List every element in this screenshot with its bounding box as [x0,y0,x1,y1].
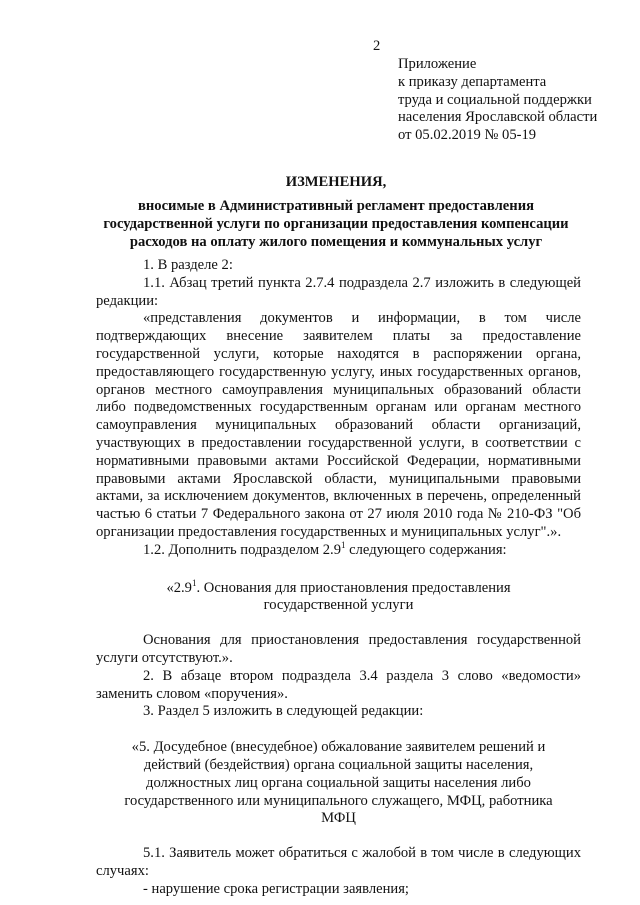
appendix-line: населения Ярославской области [398,109,598,126]
paragraph: 2. В абзаце втором подраздела 3.4 раздела 3 слово «ведомости» заменить словом «поручения». [96,667,581,702]
document-title [96,173,576,251]
paragraph: 5.1. Заявитель может обратиться с жалобой в том числе в следующих случаях: [96,845,581,879]
spacer [96,828,581,845]
appendix-block [398,56,597,145]
list-item: - нарушение срока регистрации заявления; [143,880,409,897]
spacer [96,615,581,632]
paragraph: «представления документов и информации, в том числе подтверждающих внесение заявителем платы за предоставление государственной услуги, которые находятся в распоряжении органа, предоставляющего государственную услугу, иных государственных органов, органов местного самоуправления муниципальных образований области либо подведомственных государственным органам или органам местного самоуправления муниципальных образований области организаций, участвующих в предоставлении государственной услуги, в соответствии с нормативными правовыми актами Российской Федерации, нормативными правовыми актами Ярославской области, муниципальными правовыми актами, за исключением документов, включенных в перечень, определенный частью 6 статьи 7 Федерального закона от 27 июля 2010 года № 210-ФЗ "Об организации предоставления государственных и муниципальных услуг".». [96,310,581,540]
section-heading-5: «5. Досудебное (внесудебное) обжалование заявителем решений и действий (бездействия) органа социальной защиты населения, должностных лиц органа социальной защиты населения либо государственного или муниципального служащего, МФЦ, работника МФЦ [124,739,553,827]
page-number: 2 [373,38,381,54]
paragraph-text: 1.2. Дополнить подразделом 2.9 [143,541,342,558]
section-heading-2-9: «$2.9^1$. Основания для приостановления предоставления государственной услуги [166,577,511,614]
title-heading: ИЗМЕНЕНИЯ, [285,174,387,190]
appendix-line: Приложение [398,56,477,72]
paragraph: 3. Раздел 5 изложить в следующей редакции: [143,703,424,720]
paragraph-text: следующего содержания: [345,541,507,558]
appendix-line: от 05.02.2019 № 05-19 [398,127,537,144]
paragraph: 1. В разделе 2: [143,257,233,273]
document-body [96,257,581,899]
paragraph [96,539,581,560]
title-subtitle: вносимые в Административный регламент предоставления государственной услуги по организации предоставления компенсации расходов на оплату жилого помещения и коммунальных услуг [103,198,569,250]
superscript: 1 [341,539,346,550]
superscript: 1 [191,577,197,588]
paragraph: 1.1. Абзац третий пункта 2.7.4 подраздела 2.7 изложить в следующей редакции: [96,274,581,309]
appendix-line: к приказу департамента [398,73,547,90]
paragraph: Основания для приостановления предоставления государственной услуги отсутствуют.». [96,632,581,666]
appendix-line: труда и социальной поддержки [398,91,592,108]
